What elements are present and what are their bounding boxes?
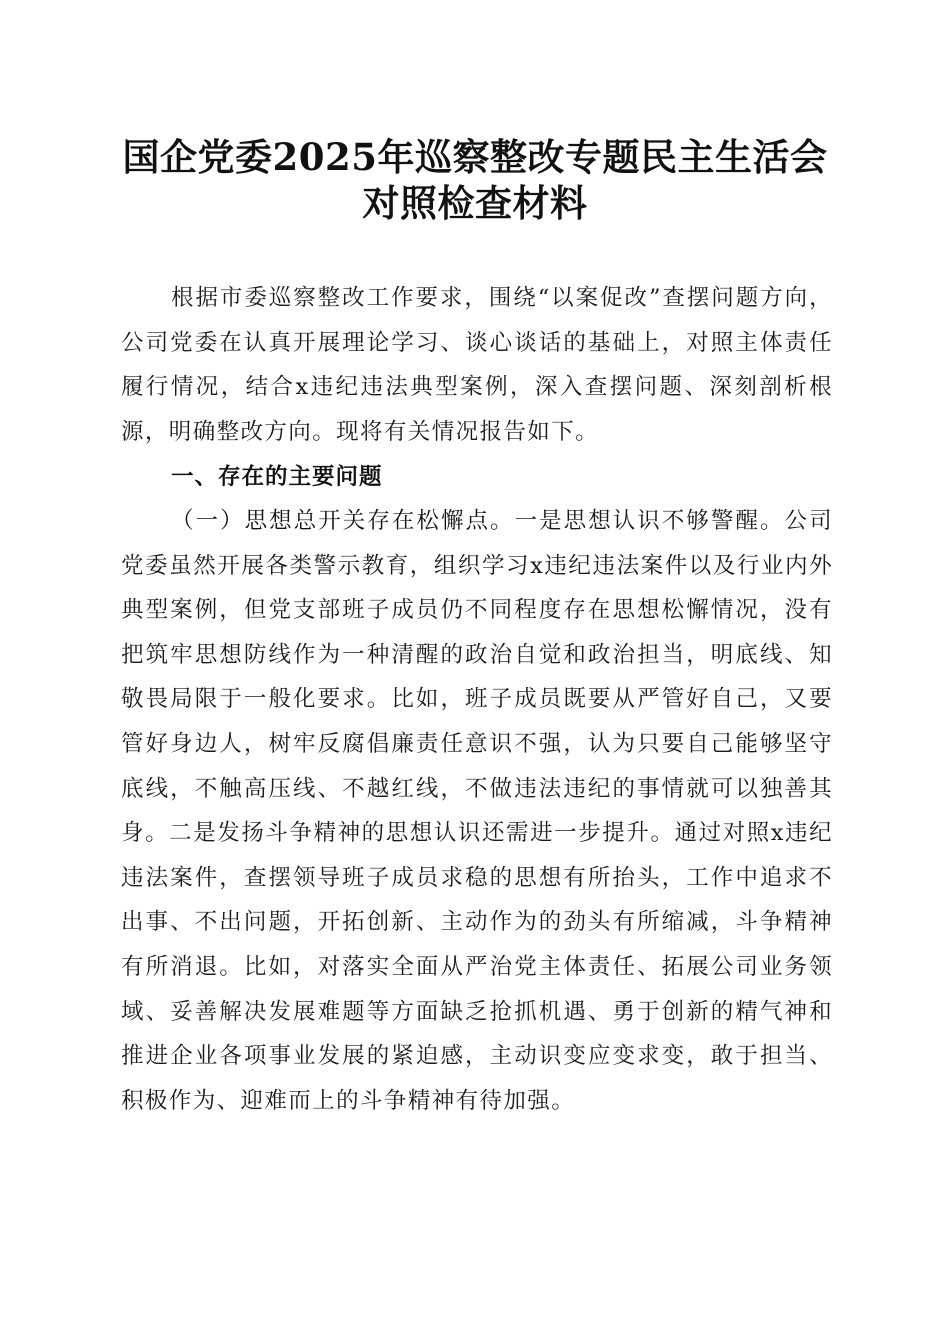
problem-paragraph-1 (121, 499, 833, 1123)
section-heading-main-problems: 一、存在的主要问题 (171, 464, 383, 490)
intro-paragraph: 根据市委巡察整改工作要求，围绕“以案促改”查摆问题方向，公司党委在认真开展理论学习、谈心谈话的基础上，对照主体责任履行情况，结合x违纪违法典型案例，深入查摆问题、深刻剖析根源，明确整改方向。现将有关情况报告如下。 (121, 285, 833, 445)
document-title: 国企党委2025年巡察整改专题民主生活会对照检查材料 (122, 135, 828, 225)
problem-subheading-1: （一）思想总开关存在松懈点。 (171, 508, 515, 534)
problem-body-1: 一是思想认识不够警醒。公司党委虽然开展各类警示教育，组织学习x违纪违法案件以及行业内外典型案例，但党支部班子成员仍不同程度存在思想松懈情况，没有把筑牢思想防线作为一种清醒的政治自觉和政治担当，明底线、知敬畏局限于一般化要求。比如，班子成员既要从严管好自己，又要管好身边人，树牢反腐倡廉责任意识不强，认为只要自己能够坚守底线，不触高压线、不越红线，不做违法违纪的事情就可以独善其身。二是发扬斗争精神的思想认识还需进一步提升。通过对照x违纪违法案件，查摆领导班子成员求稳的思想有所抬头，工作中追求不出事、不出问题，开拓创新、主动作为的劲头有所缩减，斗争精神有所消退。比如，对落实全面从严治党主体责任、拓展公司业务领域、妥善解决发展难题等方面缺乏抢抓机遇、勇于创新的精气神和推进企业各项事业发展的紧迫感，主动识变应变求变，敢于担当、积极作为、迎难而上的斗争精神有待加强。 (121, 508, 833, 1114)
